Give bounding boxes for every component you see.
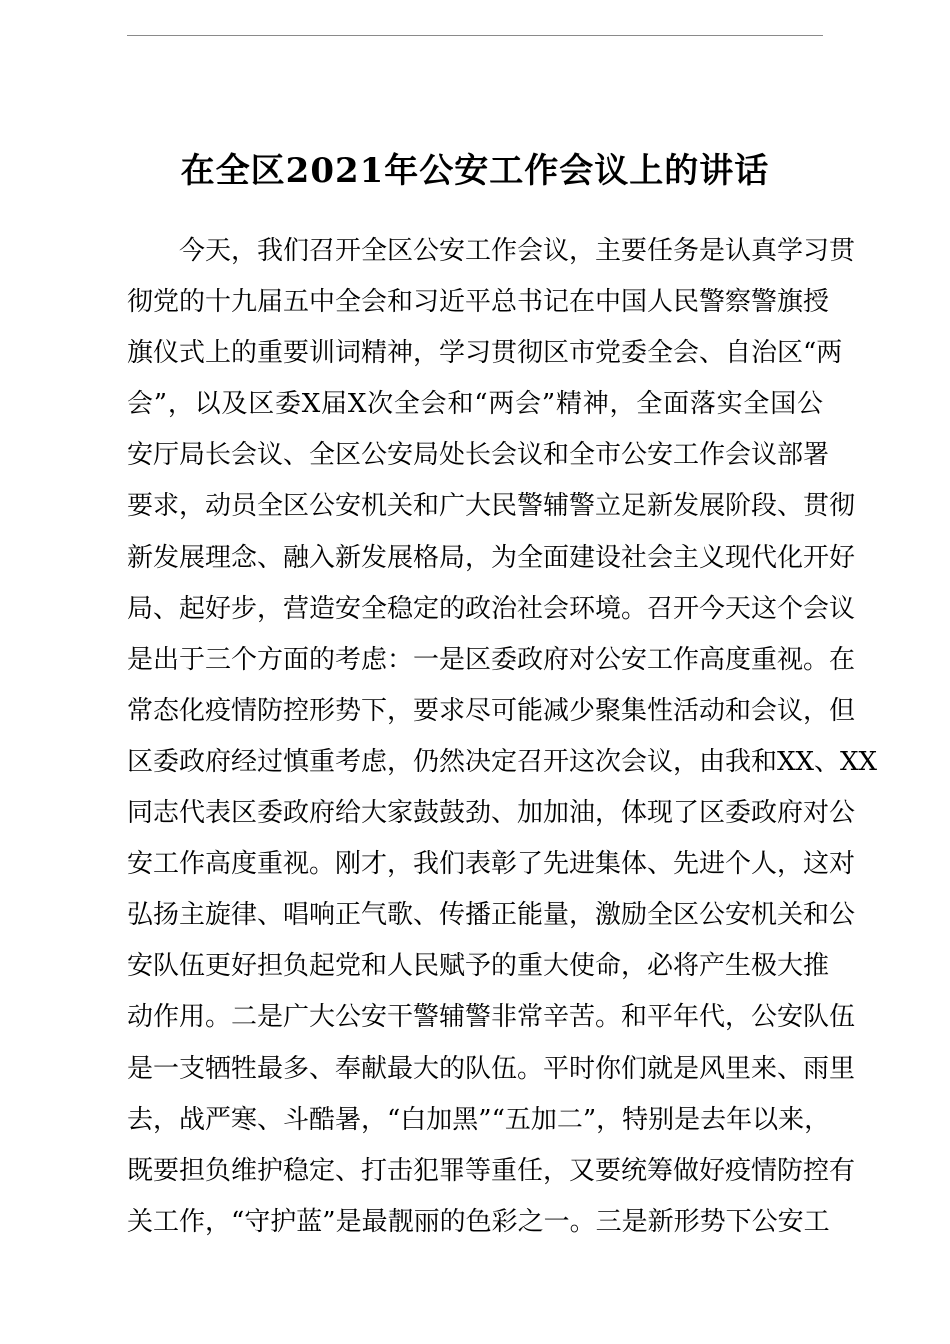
paragraph-line: 旗仪式上的重要训词精神，学习贯彻区市党委全会、自治区“两 xyxy=(127,338,843,369)
paragraph-line: 会”，以及区委X届X次全会和“两会”精神，全面落实全国公 xyxy=(127,389,823,420)
paragraph-line: 安厅局长会议、全区公安局处长会议和全市公安工作会议部署 xyxy=(127,440,830,471)
paragraph-line: 关工作，“守护蓝”是最靓丽的色彩之一。三是新形势下公安工 xyxy=(127,1206,830,1237)
paragraph-line: 是一支牺牲最多、奉献最大的队伍。平时你们就是风里来、雨里 xyxy=(127,1053,856,1084)
paragraph-line: 弘扬主旋律、唱响正气歌、传播正能量，激励全区公安机关和公 xyxy=(127,900,856,931)
header-rule xyxy=(127,35,823,36)
paragraph-line: 是出于三个方面的考虑：一是区委政府对公安工作高度重视。在 xyxy=(127,644,856,675)
body-paragraph xyxy=(127,226,878,1248)
paragraph-line: 要求，动员全区公安机关和广大民警辅警立足新发展阶段、贯彻 xyxy=(127,491,856,522)
paragraph-line: 新发展理念、融入新发展格局，为全面建设社会主义现代化开好 xyxy=(127,542,856,573)
paragraph-line: 去，战严寒、斗酷暑，“白加黑”“五加二”，特别是去年以来， xyxy=(127,1104,831,1135)
paragraph-line: 彻党的十九届五中全会和习近平总书记在中国人民警察警旗授 xyxy=(127,287,830,318)
document-title: 在全区2021年公安工作会议上的讲话 xyxy=(180,151,770,191)
paragraph-line: 同志代表区委政府给大家鼓鼓劲、加加油，体现了区委政府对公 xyxy=(127,798,856,829)
paragraph-line: 局、起好步，营造安全稳定的政治社会环境。召开今天这个会议 xyxy=(127,593,856,624)
paragraph-line: 安队伍更好担负起党和人民赋予的重大使命，必将产生极大推 xyxy=(127,951,830,982)
paragraph-line: 今天，我们召开全区公安工作会议，主要任务是认真学习贯 xyxy=(179,236,856,266)
paragraph-line: 既要担负维护稳定、打击犯罪等重任，又要统筹做好疫情防控有 xyxy=(127,1155,856,1186)
paragraph-line: 动作用。二是广大公安干警辅警非常辛苦。和平年代，公安队伍 xyxy=(127,1002,856,1033)
paragraph-line: 区委政府经过慎重考虑，仍然决定召开这次会议，由我和XX、XX xyxy=(127,746,878,777)
paragraph-line: 常态化疫情防控形势下，要求尽可能减少聚集性活动和会议，但 xyxy=(127,695,856,726)
paragraph-line: 安工作高度重视。刚才，我们表彰了先进集体、先进个人，这对 xyxy=(127,849,856,880)
